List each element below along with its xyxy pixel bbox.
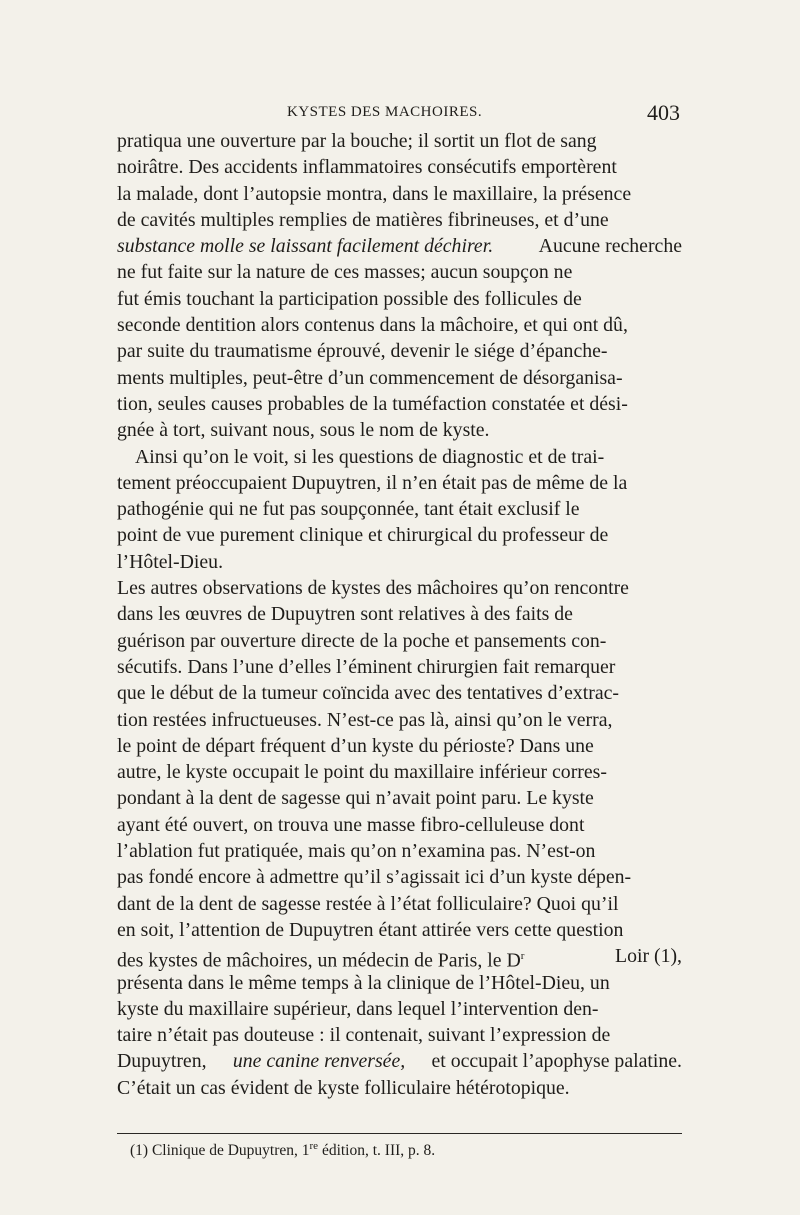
- text-line: ne fut faite sur la nature de ces masses; aucun soupçon ne: [117, 261, 573, 284]
- text-line: sécutifs. Dans l’une d’elles l’éminent chirurgien fait remarquer: [117, 655, 616, 678]
- paragraph-start-line: Ainsi qu’on le voit, si les questions de diagnostic et de trai-: [135, 445, 605, 468]
- text-line: l’Hôtel-Dieu.: [117, 550, 224, 573]
- page-number: 403: [647, 100, 680, 125]
- footnote-text: (1) Clinique de Dupuytren, 1: [130, 1142, 310, 1160]
- text-line: pas fondé encore à admettre qu’il s’agissait ici d’un kyste dépen-: [117, 866, 632, 889]
- text-line: gnée à tort, suivant nous, sous le nom de kyste.: [117, 419, 490, 442]
- text-line: seconde dentition alors contenus dans la mâchoire, et qui ont dû,: [117, 314, 628, 337]
- text-line: [117, 943, 682, 972]
- running-title: KYSTES DES MACHOIRES.: [287, 104, 483, 120]
- footnote: [130, 1140, 435, 1160]
- text-line: fut émis touchant la participation possible des follicules de: [117, 287, 582, 310]
- text-line: de cavités multiples remplies de matières fibrineuses, et d’une: [117, 208, 609, 231]
- text-segment: et occupait l’apophyse palatine.: [431, 1050, 682, 1073]
- text-line: tement préoccupaient Dupuytren, il n’en était pas de même de la: [117, 471, 628, 494]
- body-text: [117, 128, 682, 1101]
- text-line: présenta dans le même temps à la clinique de l’Hôtel-Dieu, un: [117, 971, 610, 994]
- text-line: l’ablation fut pratiquée, mais qu’on n’examina pas. N’est-on: [117, 840, 596, 863]
- text-line: kyste du maxillaire supérieur, dans lequel l’intervention den-: [117, 997, 599, 1020]
- footnote-text: édition, t. III, p. 8.: [321, 1142, 436, 1160]
- text-line: que le début de la tumeur coïncida avec des tentatives d’extrac-: [117, 682, 619, 705]
- text-line: la malade, dont l’autopsie montra, dans le maxillaire, la présence: [117, 182, 632, 205]
- text-line: le point de départ fréquent d’un kyste du périoste? Dans une: [117, 734, 594, 757]
- text-line: dans les œuvres de Dupuytren sont relatives à des faits de: [117, 603, 573, 626]
- text-segment: [117, 943, 525, 972]
- text-line: dant de la dent de sagesse restée à l’état folliculaire? Quoi qu’il: [117, 892, 619, 915]
- italic-phrase: une canine renversée,: [232, 1050, 406, 1073]
- text-fragment: des kystes de mâchoires, un médecin de Paris, le D: [117, 949, 521, 972]
- text-line: ments multiples, peut-être d’un commencement de désorganisa-: [117, 366, 623, 389]
- text-line: ayant été ouvert, on trouva une masse fibro-celluleuse dont: [117, 813, 585, 836]
- text-segment: Loir (1),: [614, 945, 682, 968]
- text-line: taire n’était pas douteuse : il contenait, suivant l’expression de: [117, 1024, 611, 1047]
- text-line: tion restées infructueuses. N’est-ce pas là, ainsi qu’on le verra,: [117, 708, 613, 731]
- text-line: noirâtre. Des accidents inflammatoires consécutifs emportèrent: [117, 156, 617, 179]
- text-line: C’était un cas évident de kyste folliculaire hétérotopique.: [117, 1076, 570, 1099]
- italic-phrase: substance molle se laissant facilement déchirer.: [117, 235, 494, 258]
- text-line: pathogénie qui ne fut pas soupçonnée, tant était exclusif le: [117, 498, 580, 521]
- superscript: r: [520, 950, 525, 963]
- text-segment: Dupuytren,: [117, 1050, 207, 1073]
- text-line: tion, seules causes probables de la tuméfaction constatée et dési-: [117, 392, 628, 415]
- text-line: [117, 1048, 682, 1074]
- text-line: en soit, l’attention de Dupuytren étant attirée vers cette question: [117, 918, 624, 941]
- text-line: guérison par ouverture directe de la poche et pansements con-: [117, 629, 607, 652]
- text-line: point de vue purement clinique et chirurgical du professeur de: [117, 524, 609, 547]
- footnote-rule: [117, 1133, 682, 1134]
- superscript: re: [309, 1140, 319, 1152]
- text-segment: Aucune recherche: [538, 235, 682, 258]
- text-line: pondant à la dent de sagesse qui n’avait point paru. Le kyste: [117, 787, 594, 810]
- text-line: autre, le kyste occupait le point du maxillaire inférieur corres-: [117, 761, 607, 784]
- paragraph-start-line: Les autres observations de kystes des mâchoires qu’on rencontre: [117, 577, 629, 600]
- text-line: pratiqua une ouverture par la bouche; il sortit un flot de sang: [117, 130, 597, 152]
- text-line: par suite du traumatisme éprouvé, devenir le siége d’épanche-: [117, 340, 608, 363]
- text-line: [117, 233, 682, 259]
- page-header: [117, 100, 682, 130]
